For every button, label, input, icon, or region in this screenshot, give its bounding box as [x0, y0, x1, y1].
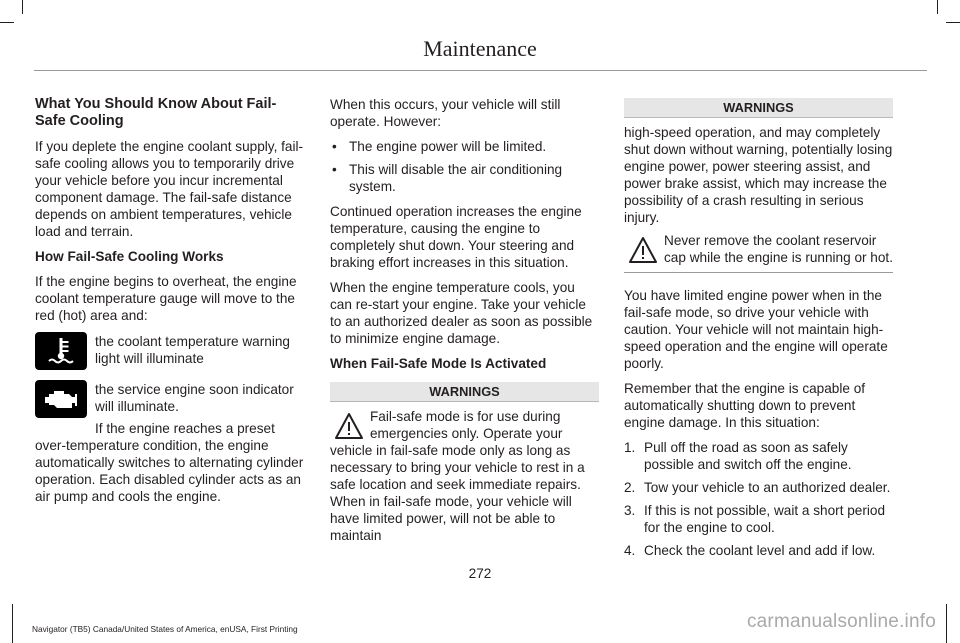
bullet-list	[330, 138, 599, 195]
paragraph: If the engine begins to overheat, the engine coolant temperature gauge will move to the red (hot) area and:	[35, 274, 297, 323]
warnings-header: WARNINGS	[330, 382, 599, 402]
warnings-header: WARNINGS	[624, 98, 893, 118]
warning-text: Never remove the coolant reservoir cap while the engine is running or hot.	[664, 233, 893, 265]
paragraph: If the engine reaches a preset over-temperature condition, the engine automatically switches to alternating cylinder operation. Each disabled cylinder acts as an air pump and cools the engine.	[35, 421, 304, 504]
coolant-temperature-warning-icon	[35, 332, 87, 370]
paragraph: Continued operation increases the engine temperature, causing the engine to completely shut down. Your steering and braking effort increases in this situation.	[330, 204, 582, 270]
list-item	[624, 502, 893, 536]
warnings-divider	[624, 272, 893, 273]
list-item	[624, 439, 893, 473]
header-divider	[34, 70, 927, 71]
middle-column	[330, 96, 599, 550]
step-text: Pull off the road as soon as safely possible and switch off the engine.	[644, 440, 852, 472]
list-item	[624, 479, 893, 496]
edition-footer: Navigator (TB5) Canada/United States of America, enUSA, First Printing	[32, 624, 298, 634]
crop-mark	[946, 22, 960, 23]
service-engine-soon-icon	[35, 380, 87, 418]
left-column	[35, 96, 306, 513]
intro-paragraph: If you deplete the engine coolant supply, fail-safe cooling allows you to temporarily drive your vehicle before you incur incremental component damage. The fail-safe distance depends on ambient temperatures, vehicle load and terrain.	[35, 139, 304, 239]
crop-mark	[946, 604, 947, 643]
section-heading: What You Should Know About Fail-Safe Cooling	[35, 96, 277, 129]
warning-block	[330, 408, 599, 544]
step-text: If this is not possible, wait a short period for the engine to cool.	[644, 503, 886, 535]
subheading: How Fail-Safe Cooling Works	[35, 249, 224, 264]
icon-description: the service engine soon indicator will illuminate.	[95, 382, 294, 414]
icon-row	[35, 332, 306, 370]
list-item	[624, 542, 893, 559]
icon-description: the coolant temperature warning light will illuminate	[95, 334, 290, 366]
warning-text: high-speed operation, and may completely shut down without warning, potentially losing engine power, power steering assist, and power brake assist, which may increase the possibility of a crash resulting in serious injury.	[624, 125, 893, 225]
right-column	[624, 96, 893, 565]
step-number: 3.	[624, 503, 636, 518]
crop-mark	[0, 22, 14, 23]
warning-block	[624, 232, 893, 266]
paragraph: You have limited engine power when in the fail-safe mode, so drive your vehicle with caution. Your vehicle will not maintain high-speed operation and the engine will operate poorly.	[624, 288, 888, 371]
watermark: carmanualsonline.info	[746, 611, 936, 632]
page-title: Maintenance	[423, 36, 537, 61]
step-text: Check the coolant level and add if low.	[644, 543, 876, 558]
paragraph: When the engine temperature cools, you can re-start your engine. Take your vehicle to an authorized dealer as soon as possible to minimize engine damage.	[330, 280, 593, 346]
list-item: • This will disable the air conditioning system.	[330, 161, 599, 195]
paragraph: When this occurs, your vehicle will still operate. However:	[330, 97, 561, 129]
crop-mark	[22, 0, 23, 14]
subheading: When Fail-Safe Mode Is Activated	[330, 356, 547, 371]
page-number: 272	[468, 566, 492, 581]
icon-row	[35, 380, 306, 418]
step-number: 2.	[624, 480, 636, 495]
paragraph: Remember that the engine is capable of automatically shutting down to prevent engine damage. In this situation:	[624, 381, 866, 430]
warning-triangle-icon	[334, 412, 364, 440]
numbered-list	[624, 439, 893, 559]
list-item: • The engine power will be limited.	[330, 138, 599, 155]
step-number: 4.	[624, 543, 636, 558]
step-text: Tow your vehicle to an authorized dealer.	[644, 480, 891, 495]
crop-mark	[937, 0, 938, 14]
step-number: 1.	[624, 440, 636, 455]
warning-triangle-icon	[628, 236, 658, 264]
warning-text: Fail-safe mode is for use during emergencies only. Operate your vehicle in fail-safe mode only as long as necessary to bring your vehicle to rest in a safe location and seek immediate repairs. When in fail-safe mode, your vehicle will have limited power, will not be able to maintain	[330, 409, 585, 543]
crop-mark	[12, 604, 13, 643]
